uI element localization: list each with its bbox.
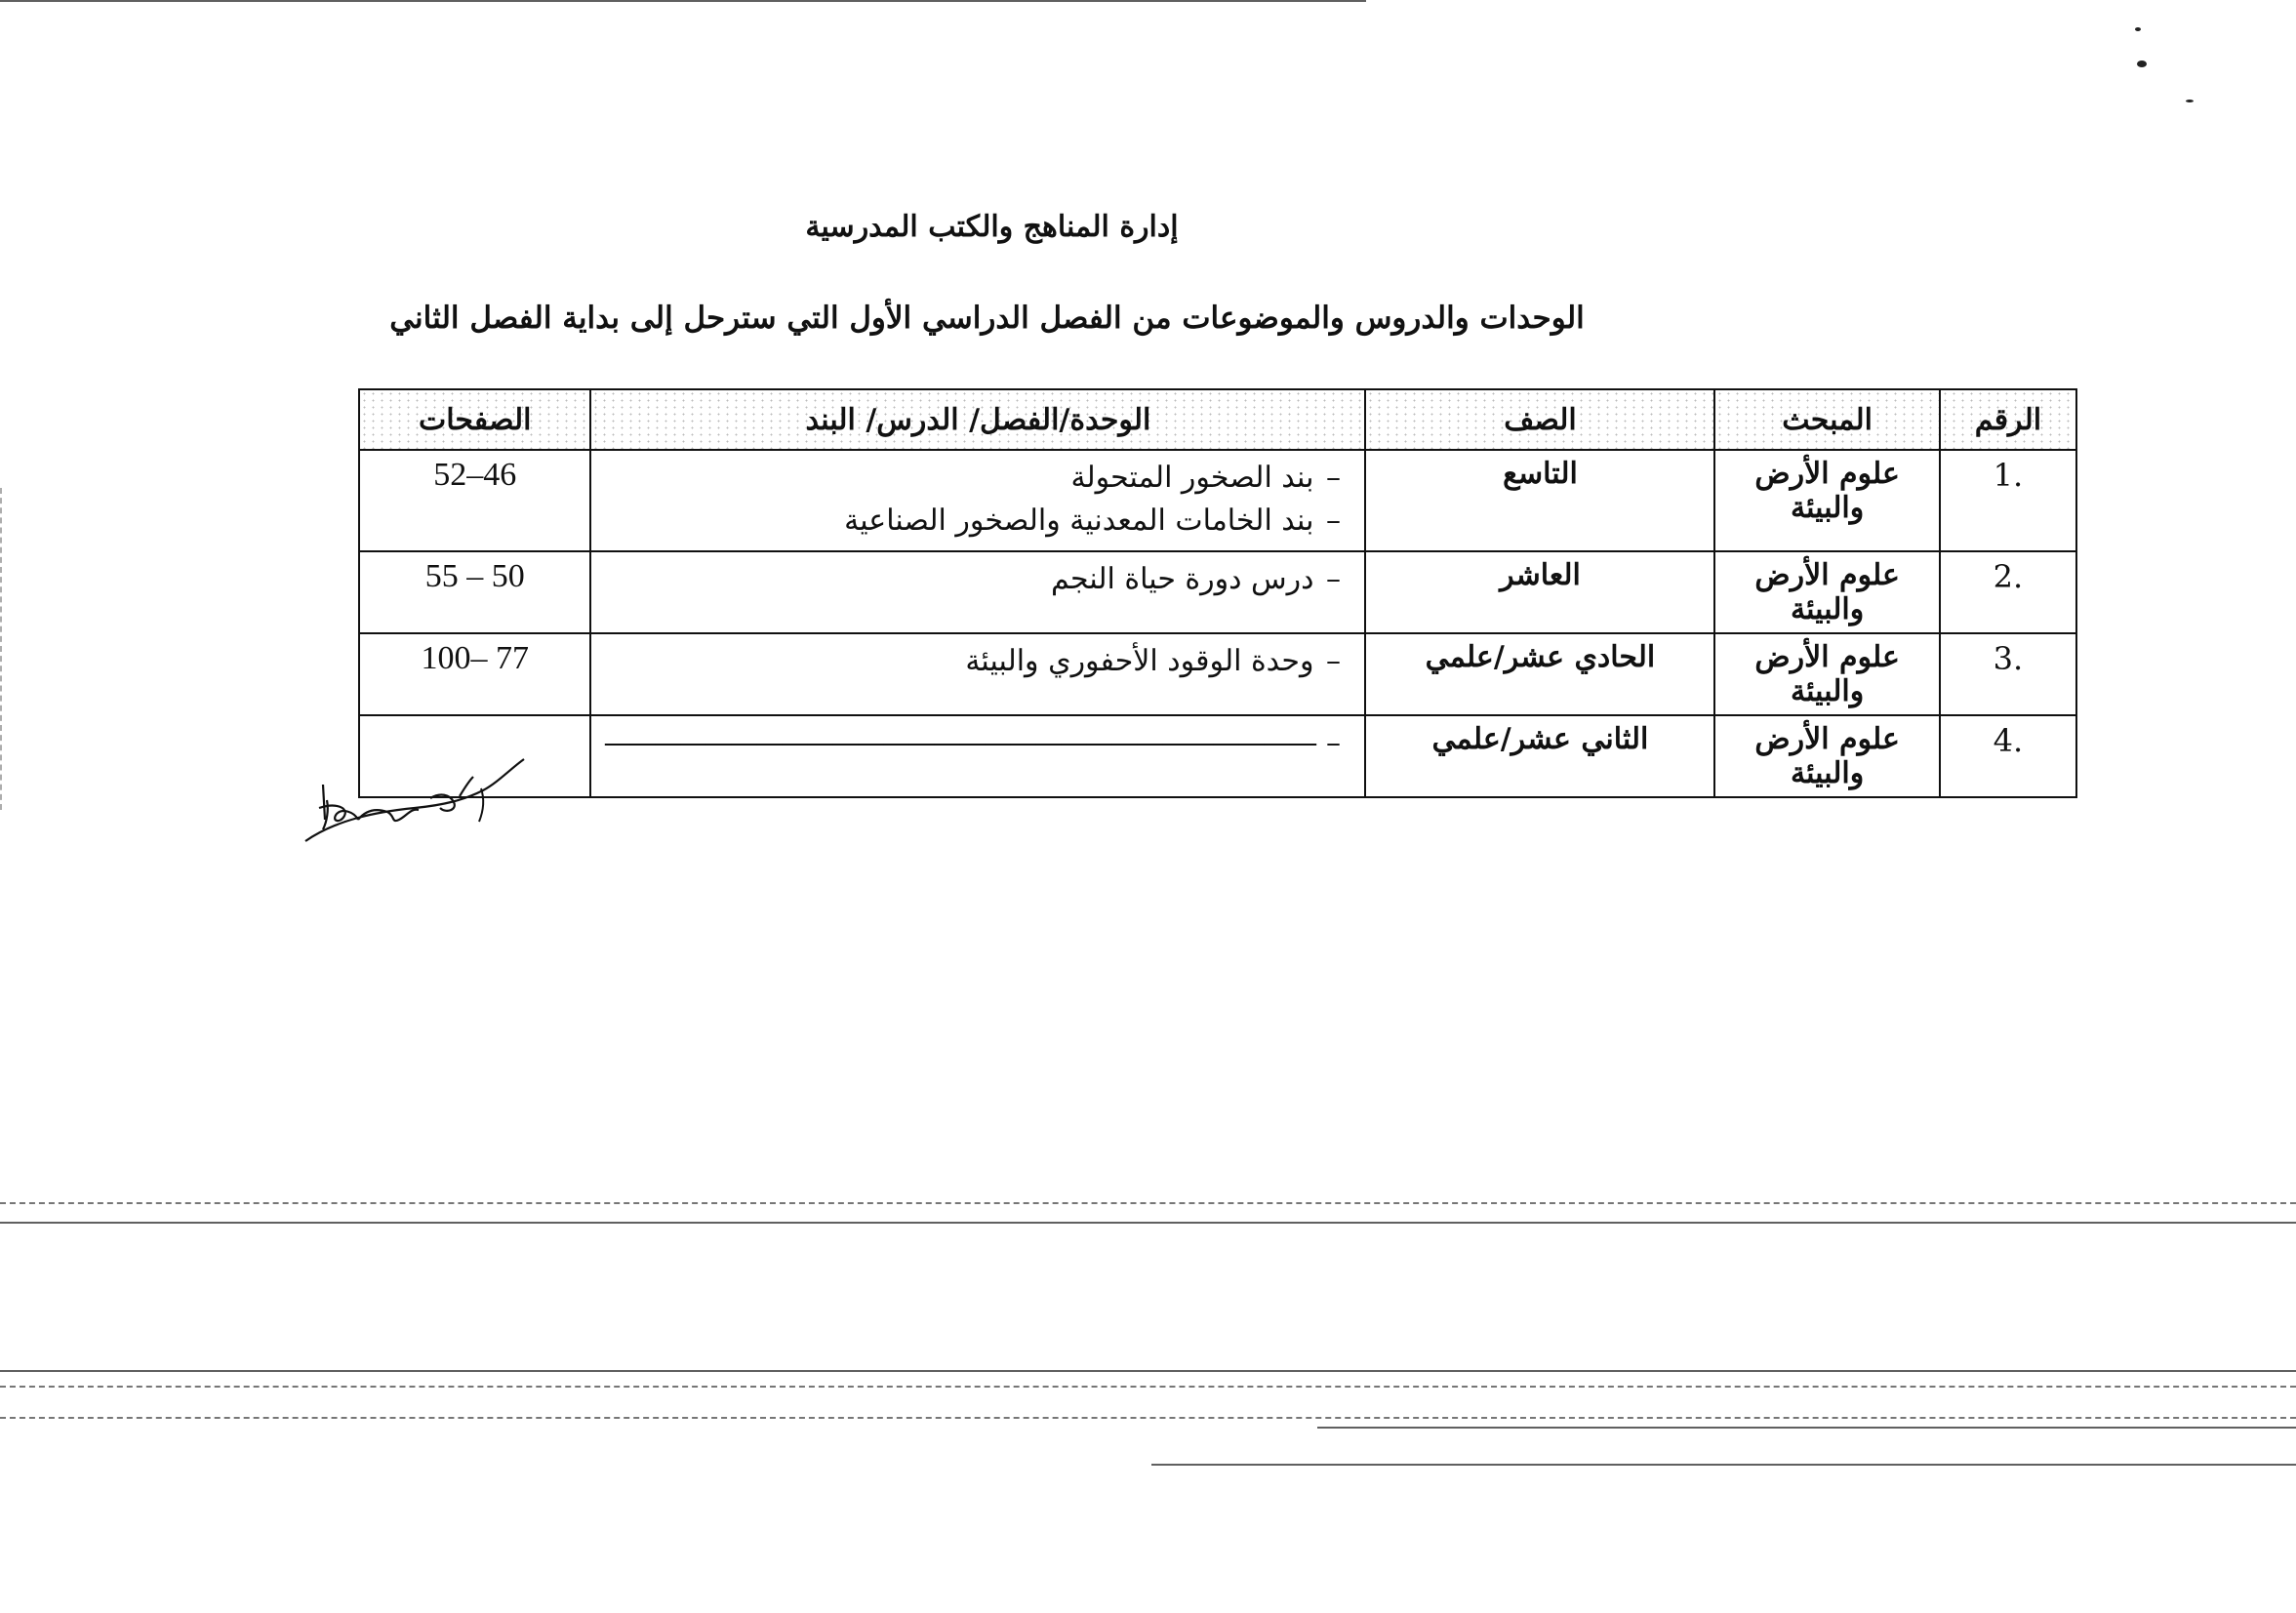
scan-speck bbox=[2135, 27, 2141, 31]
scan-top-line bbox=[0, 0, 1366, 2]
row-pages: 55 – 50 bbox=[359, 551, 590, 633]
row-grade: العاشر bbox=[1365, 551, 1714, 633]
row-units bbox=[590, 633, 1365, 715]
unit-item bbox=[603, 640, 1352, 683]
row-number: .2 bbox=[1940, 551, 2076, 633]
unit-dash: – bbox=[1325, 726, 1341, 760]
unit-dash: – bbox=[1325, 504, 1341, 538]
unit-item-text: ———————————————————————————— bbox=[603, 726, 1314, 760]
header-grade: الصف bbox=[1365, 389, 1714, 450]
table-row bbox=[359, 450, 2076, 551]
scan-rule bbox=[1317, 1427, 2296, 1429]
scan-rule bbox=[0, 1370, 2296, 1372]
scan-rule bbox=[0, 1222, 2296, 1224]
row-number: .4 bbox=[1940, 715, 2076, 797]
department-heading: إدارة المناهج والكتب المدرسية bbox=[805, 210, 1179, 244]
unit-dash: – bbox=[1325, 562, 1341, 596]
unit-item bbox=[603, 457, 1352, 500]
unit-item-text: درس دورة حياة النجم bbox=[1051, 562, 1314, 596]
row-number: .1 bbox=[1940, 450, 2076, 551]
row-grade: الحادي عشر/علمي bbox=[1365, 633, 1714, 715]
unit-item bbox=[603, 722, 1352, 765]
header-number: الرقم bbox=[1940, 389, 2076, 450]
row-pages: 100– 77 bbox=[359, 633, 590, 715]
table-header-row bbox=[359, 389, 2076, 450]
scan-speck bbox=[2137, 60, 2147, 67]
signature bbox=[298, 751, 532, 849]
scan-speck bbox=[2186, 100, 2194, 102]
row-subject: علوم الأرض والبيئة bbox=[1714, 450, 1939, 551]
unit-item-text: بند الصخور المتحولة bbox=[1070, 461, 1314, 495]
row-pages: 52–46 bbox=[359, 450, 590, 551]
table-row bbox=[359, 715, 2076, 797]
carryover-units-table bbox=[358, 388, 2077, 798]
scan-rule bbox=[0, 1386, 2296, 1388]
scan-rule bbox=[0, 1417, 2296, 1419]
row-units bbox=[590, 715, 1365, 797]
unit-dash: – bbox=[1325, 461, 1341, 495]
row-grade: التاسع bbox=[1365, 450, 1714, 551]
row-subject: علوم الأرض والبيئة bbox=[1714, 715, 1939, 797]
unit-item-text: بند الخامات المعدنية والصخور الصناعية bbox=[844, 504, 1314, 538]
row-number: .3 bbox=[1940, 633, 2076, 715]
row-units bbox=[590, 551, 1365, 633]
unit-item bbox=[603, 500, 1352, 543]
unit-dash: – bbox=[1325, 644, 1341, 678]
document-description: الوحدات والدروس والموضوعات من الفصل الدراسي الأول التي سترحل إلى بداية الفصل الثاني bbox=[389, 301, 1585, 336]
scan-rule bbox=[1151, 1464, 2296, 1466]
header-pages: الصفحات bbox=[359, 389, 590, 450]
header-unit: الوحدة/الفصل/ الدرس/ البند bbox=[590, 389, 1365, 450]
table-row bbox=[359, 551, 2076, 633]
unit-item-text: وحدة الوقود الأحفوري والبيئة bbox=[965, 644, 1314, 678]
table-row bbox=[359, 633, 2076, 715]
scan-left-edge bbox=[0, 488, 5, 810]
row-units bbox=[590, 450, 1365, 551]
header-subject: المبحث bbox=[1714, 389, 1939, 450]
unit-item bbox=[603, 558, 1352, 601]
row-subject: علوم الأرض والبيئة bbox=[1714, 551, 1939, 633]
scan-rule bbox=[0, 1202, 2296, 1204]
row-subject: علوم الأرض والبيئة bbox=[1714, 633, 1939, 715]
row-grade: الثاني عشر/علمي bbox=[1365, 715, 1714, 797]
